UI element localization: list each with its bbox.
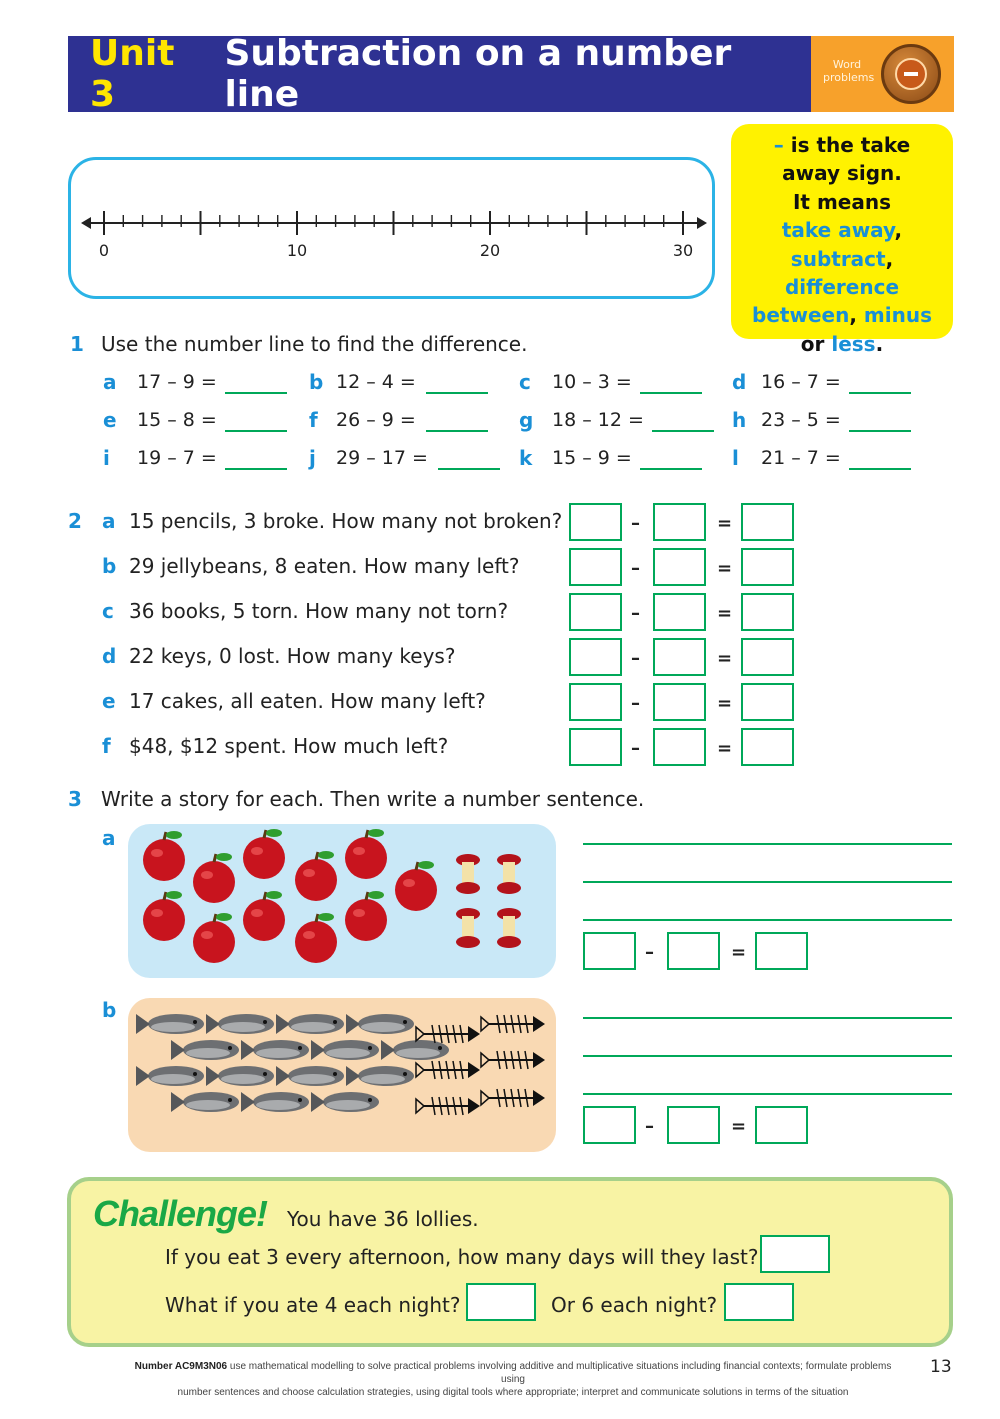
- apple-core-icon: [456, 854, 480, 894]
- fish-icon: [276, 1066, 344, 1086]
- equals-sign: =: [717, 558, 733, 579]
- apple-icon: [243, 829, 285, 879]
- number-line-panel: [68, 157, 715, 299]
- word-problem-text: 15 pencils, 3 broke. How many not broken?: [129, 509, 563, 533]
- answer-box[interactable]: [653, 638, 706, 676]
- curriculum-footer: [128, 1360, 898, 1399]
- answer-box[interactable]: [741, 683, 794, 721]
- apple-icon: [295, 913, 337, 963]
- story-line[interactable]: [583, 1017, 952, 1019]
- period: .: [875, 331, 884, 356]
- exercise-letter: b: [309, 370, 324, 394]
- term-difference: difference: [784, 275, 900, 300]
- four-each-night-answer-box[interactable]: [466, 1283, 536, 1321]
- answer-blank[interactable]: [652, 430, 714, 432]
- answer-blank[interactable]: [849, 430, 911, 432]
- equals-sign: =: [717, 513, 733, 534]
- fish-icon: [346, 1014, 414, 1034]
- apple-icon: [395, 861, 437, 911]
- info-line-1: is the take: [783, 133, 911, 157]
- exercise-expression: 21 – 7 =: [761, 447, 841, 469]
- apple-icon: [143, 891, 185, 941]
- curriculum-text-2: number sentences and choose calculation strategies, using digital tools where appropriate; interpret and communicate solutions in terms of the situation: [177, 1387, 849, 1398]
- fish-icon: [241, 1040, 309, 1060]
- term-less: less: [831, 331, 876, 356]
- number-line: [71, 160, 718, 302]
- page-header: [68, 33, 811, 115]
- apple-icon: [193, 913, 235, 963]
- exercise-letter: i: [103, 446, 110, 470]
- exercise-expression: 10 – 3 =: [552, 371, 632, 393]
- fish-illustration: [128, 998, 556, 1152]
- word-problem-text: $48, $12 spent. How much left?: [129, 734, 449, 758]
- minus-sign: –: [631, 558, 640, 579]
- info-line-2: away sign.: [782, 161, 902, 186]
- question-1-number: 1: [70, 332, 84, 356]
- answer-box[interactable]: [653, 548, 706, 586]
- unit-label: Unit 3: [90, 33, 175, 115]
- exercise-expression: 15 – 8 =: [137, 409, 217, 431]
- exercise-expression: 19 – 7 =: [137, 447, 217, 469]
- word-problem-text: 22 keys, 0 lost. How many keys?: [129, 644, 456, 668]
- number-line-label: 0: [98, 241, 110, 260]
- minus-medal-icon: [881, 44, 941, 104]
- question-1-instruction: Use the number line to find the difference.: [101, 332, 528, 356]
- fish-icon: [311, 1092, 379, 1112]
- comma: ,: [849, 303, 864, 328]
- answer-box[interactable]: [741, 728, 794, 766]
- minus-sign-info-box: [731, 124, 953, 356]
- exercise-expression: 12 – 4 =: [336, 371, 416, 393]
- six-each-night-answer-box[interactable]: [724, 1283, 794, 1321]
- apple-icon: [243, 891, 285, 941]
- number-line-label: 20: [479, 241, 501, 260]
- problem-letter: e: [102, 689, 116, 713]
- apple-icon: [193, 853, 235, 903]
- equals-sign: =: [731, 1116, 747, 1137]
- exercise-expression: 23 – 5 =: [761, 409, 841, 431]
- answer-blank[interactable]: [426, 392, 488, 394]
- answer-box[interactable]: [741, 638, 794, 676]
- answer-blank[interactable]: [849, 392, 911, 394]
- minus-sign: –: [631, 693, 640, 714]
- answer-blank[interactable]: [849, 468, 911, 470]
- fish-picture: [128, 998, 556, 1152]
- answer-blank[interactable]: [225, 392, 287, 394]
- exercise-expression: 29 – 17 =: [336, 447, 428, 469]
- fish-icon: [311, 1040, 379, 1060]
- fish-icon: [381, 1040, 449, 1060]
- apple-icon: [295, 851, 337, 901]
- question-3-instruction: Write a story for each. Then write a number sentence.: [101, 787, 645, 811]
- answer-box[interactable]: [741, 503, 794, 541]
- left-arrow-icon: [81, 217, 91, 229]
- fish-icon: [171, 1040, 239, 1060]
- fish-icon: [206, 1066, 274, 1086]
- answer-box[interactable]: [569, 728, 622, 766]
- question-2-number: 2: [68, 509, 82, 533]
- exercise-letter: k: [519, 446, 533, 470]
- exercise-letter: j: [309, 446, 316, 470]
- apples-picture: [128, 824, 556, 978]
- problem-letter: a: [102, 509, 116, 533]
- answer-box[interactable]: [755, 1106, 808, 1144]
- fish-icon: [241, 1092, 309, 1112]
- equals-sign: =: [717, 693, 733, 714]
- exercise-expression: 16 – 7 =: [761, 371, 841, 393]
- answer-box[interactable]: [653, 593, 706, 631]
- fish-icon: [206, 1014, 274, 1034]
- challenge-title: Challenge!: [93, 1193, 268, 1234]
- minus-sign: –: [645, 1116, 654, 1137]
- equals-sign: =: [731, 942, 747, 963]
- days-answer-box[interactable]: [760, 1235, 830, 1273]
- question-3-number: 3: [68, 787, 82, 811]
- minus-sign: –: [773, 133, 784, 157]
- challenge-line-3b: Or 6 each night?: [551, 1293, 718, 1317]
- fish-icon: [136, 1014, 204, 1034]
- exercise-letter: a: [103, 370, 117, 394]
- word-problem-text: 36 books, 5 torn. How many not torn?: [129, 599, 509, 623]
- minus-sign: –: [631, 648, 640, 669]
- answer-box[interactable]: [583, 932, 636, 970]
- answer-box[interactable]: [569, 548, 622, 586]
- answer-blank[interactable]: [640, 468, 702, 470]
- exercise-expression: 26 – 9 =: [336, 409, 416, 431]
- answer-box[interactable]: [653, 503, 706, 541]
- number-line-label: 10: [286, 241, 308, 260]
- fish-bone-icon: [416, 1097, 480, 1115]
- fish-bone-icon: [481, 1015, 545, 1033]
- comma: ,: [885, 246, 894, 271]
- apple-core-icon: [456, 908, 480, 948]
- answer-box[interactable]: [569, 593, 622, 631]
- term-minus: minus: [863, 303, 932, 328]
- challenge-line-2: If you eat 3 every afternoon, how many days will they last?: [165, 1245, 759, 1269]
- fish-bone-icon: [481, 1089, 545, 1107]
- equals-sign: =: [717, 738, 733, 759]
- answer-box[interactable]: [667, 1106, 720, 1144]
- answer-box[interactable]: [741, 593, 794, 631]
- comma: ,: [894, 218, 903, 243]
- exercise-letter: l: [732, 446, 739, 470]
- term-subtract: subtract: [790, 246, 886, 271]
- story-line[interactable]: [583, 919, 952, 921]
- page-number: 13: [930, 1357, 952, 1377]
- answer-box[interactable]: [569, 683, 622, 721]
- answer-blank[interactable]: [225, 430, 287, 432]
- apple-icon: [345, 891, 387, 941]
- answer-blank[interactable]: [225, 468, 287, 470]
- exercise-letter: g: [519, 408, 534, 432]
- story-line[interactable]: [583, 881, 952, 883]
- question-3b-letter: b: [102, 998, 117, 1022]
- fish-bone-icon: [481, 1051, 545, 1069]
- story-line[interactable]: [583, 843, 952, 845]
- curriculum-text-1: use mathematical modelling to solve practical problems involving additive and multiplicative situations including financial contexts; formulate problems using: [227, 1361, 892, 1385]
- problem-letter: f: [102, 734, 111, 758]
- apple-core-icon: [497, 908, 521, 948]
- word-problem-text: 29 jellybeans, 8 eaten. How many left?: [129, 554, 520, 578]
- minus-sign: –: [645, 942, 654, 963]
- fish-icon: [171, 1092, 239, 1112]
- problem-letter: c: [102, 599, 114, 623]
- exercise-expression: 18 – 12 =: [552, 409, 644, 431]
- info-or: or: [800, 331, 832, 356]
- question-3a-letter: a: [102, 826, 116, 850]
- fish-icon: [346, 1066, 414, 1086]
- minus-sign: –: [631, 603, 640, 624]
- answer-box[interactable]: [569, 638, 622, 676]
- equals-sign: =: [717, 603, 733, 624]
- apple-core-icon: [497, 854, 521, 894]
- challenge-line-3a: What if you ate 4 each night?: [165, 1293, 461, 1317]
- exercise-letter: h: [732, 408, 747, 432]
- problem-letter: b: [102, 554, 117, 578]
- info-line-3: It means: [792, 189, 891, 214]
- exercise-letter: f: [309, 408, 318, 432]
- answer-blank[interactable]: [438, 468, 500, 470]
- answer-box[interactable]: [755, 932, 808, 970]
- exercise-letter: c: [519, 370, 531, 394]
- page-title: Subtraction on a number line: [224, 33, 732, 115]
- problem-letter: d: [102, 644, 117, 668]
- fish-icon: [136, 1066, 204, 1086]
- apples-illustration: [128, 824, 556, 978]
- equals-sign: =: [717, 648, 733, 669]
- badge-label: Word problems: [823, 58, 875, 84]
- apple-icon: [143, 831, 185, 881]
- term-between: between: [752, 303, 850, 328]
- fish-bone-icon: [416, 1061, 480, 1079]
- exercise-expression: 17 – 9 =: [137, 371, 217, 393]
- number-line-label: 30: [672, 241, 694, 260]
- answer-box[interactable]: [653, 683, 706, 721]
- curriculum-code: Number AC9M3N06: [134, 1361, 228, 1372]
- answer-box[interactable]: [653, 728, 706, 766]
- exercise-letter: e: [103, 408, 117, 432]
- minus-sign: –: [631, 513, 640, 534]
- answer-box[interactable]: [569, 503, 622, 541]
- word-problem-text: 17 cakes, all eaten. How many left?: [129, 689, 486, 713]
- answer-box[interactable]: [667, 932, 720, 970]
- topic-badge: [811, 36, 954, 112]
- story-line[interactable]: [583, 1093, 952, 1095]
- exercise-expression: 15 – 9 =: [552, 447, 632, 469]
- answer-box[interactable]: [583, 1106, 636, 1144]
- minus-sign: –: [631, 738, 640, 759]
- apple-icon: [345, 829, 387, 879]
- answer-blank[interactable]: [426, 430, 488, 432]
- story-line[interactable]: [583, 1055, 952, 1057]
- exercise-letter: d: [732, 370, 747, 394]
- answer-box[interactable]: [741, 548, 794, 586]
- challenge-line-1: You have 36 lollies.: [287, 1207, 479, 1231]
- challenge-panel: [67, 1177, 953, 1347]
- answer-blank[interactable]: [640, 392, 702, 394]
- right-arrow-icon: [697, 217, 707, 229]
- fish-icon: [276, 1014, 344, 1034]
- term-take-away: take away: [781, 218, 895, 243]
